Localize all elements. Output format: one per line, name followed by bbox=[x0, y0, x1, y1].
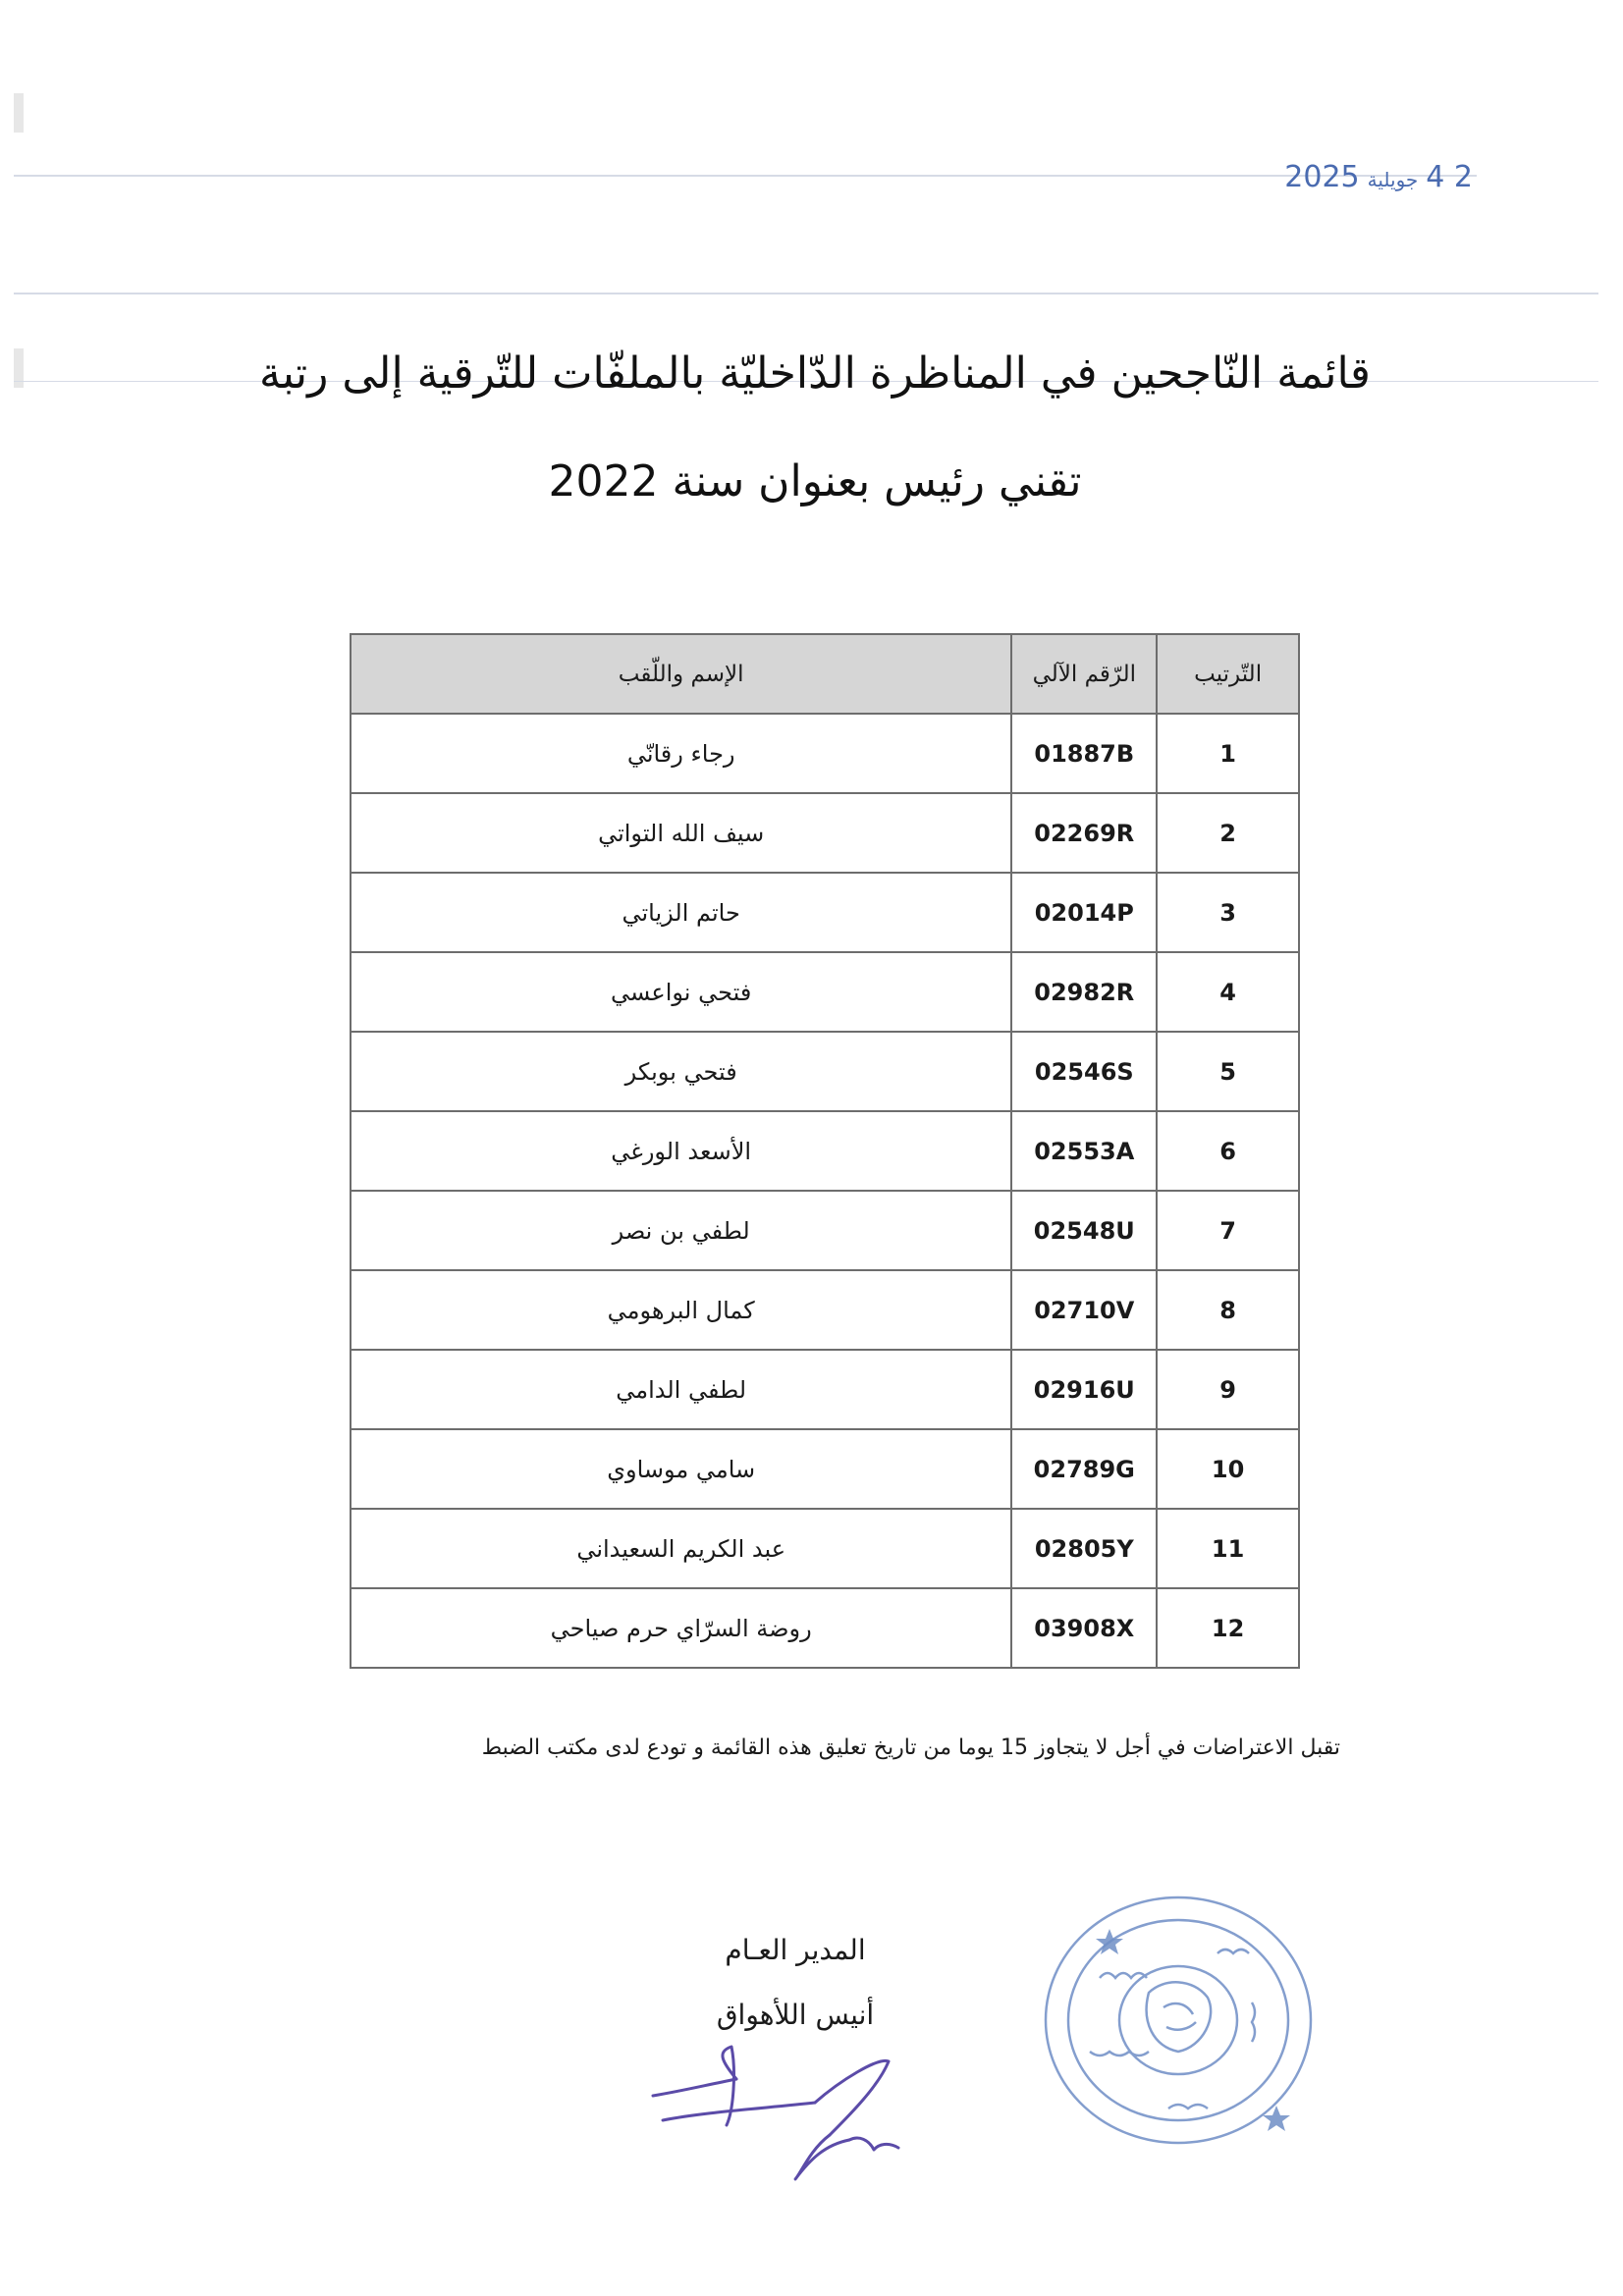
code-cell: 02546S bbox=[1011, 1032, 1157, 1111]
header-code: الرّقم الآلي bbox=[1011, 634, 1157, 714]
code-cell: 02548U bbox=[1011, 1191, 1157, 1270]
rank-cell: 2 bbox=[1157, 793, 1299, 873]
page-title: قائمة النّاجحين في المناظرة الدّاخليّة بالملفّات للتّرقية إلى رتبة bbox=[259, 348, 1371, 399]
scan-mark bbox=[14, 348, 24, 388]
rank-cell: 1 bbox=[1157, 714, 1299, 793]
name-cell: حاتم الزياتي bbox=[351, 873, 1011, 952]
rank-cell: 5 bbox=[1157, 1032, 1299, 1111]
rank-cell: 4 bbox=[1157, 952, 1299, 1032]
code-cell: 02789G bbox=[1011, 1429, 1157, 1509]
rank-cell: 8 bbox=[1157, 1270, 1299, 1350]
scan-mark bbox=[14, 93, 24, 133]
name-cell: لطفي الدامي bbox=[351, 1350, 1011, 1429]
page-subtitle: تقني رئيس بعنوان سنة 2022 bbox=[548, 456, 1082, 507]
rank-cell: 10 bbox=[1157, 1429, 1299, 1509]
signatory-name: أنيس اللأهواق bbox=[716, 1999, 875, 2031]
signatory-title: المدير العـام bbox=[725, 1934, 866, 1966]
name-cell: الأسعد الورغي bbox=[351, 1111, 1011, 1191]
name-cell: سامي موساوي bbox=[351, 1429, 1011, 1509]
code-cell: 02805Y bbox=[1011, 1509, 1157, 1588]
code-cell: 02982R bbox=[1011, 952, 1157, 1032]
name-cell: روضة السرّاي حرم صياحي bbox=[351, 1588, 1011, 1668]
rank-cell: 6 bbox=[1157, 1111, 1299, 1191]
table-header-row bbox=[351, 634, 1299, 714]
name-cell: سيف الله التواتي bbox=[351, 793, 1011, 873]
table-row bbox=[351, 873, 1299, 952]
rank-cell: 3 bbox=[1157, 873, 1299, 952]
code-cell: 02916U bbox=[1011, 1350, 1157, 1429]
name-cell: فتحي بوبكر bbox=[351, 1032, 1011, 1111]
name-cell: كمال البرهومي bbox=[351, 1270, 1011, 1350]
table-row bbox=[351, 952, 1299, 1032]
name-cell: لطفي بن نصر bbox=[351, 1191, 1011, 1270]
date-stamp bbox=[1247, 160, 1473, 194]
table-row bbox=[351, 1588, 1299, 1668]
code-cell: 02014P bbox=[1011, 873, 1157, 952]
code-cell: 03908X bbox=[1011, 1588, 1157, 1668]
rank-cell: 11 bbox=[1157, 1509, 1299, 1588]
date-month: جويلية bbox=[1367, 168, 1419, 191]
objection-note: تقبل الاعتراضات في أجل لا يتجاوز 15 يوما من تاريخ تعليق هذه القائمة و تودع لدى مكتب الضبط bbox=[481, 1735, 1340, 1760]
date-day: 2 4 bbox=[1426, 160, 1473, 194]
header-rank: التّرتيب bbox=[1157, 634, 1299, 714]
table-row bbox=[351, 1191, 1299, 1270]
header-name: الإسم واللّقب bbox=[351, 634, 1011, 714]
name-cell: فتحي نواعسي bbox=[351, 952, 1011, 1032]
table-row bbox=[351, 1429, 1299, 1509]
rank-cell: 7 bbox=[1157, 1191, 1299, 1270]
signature-icon bbox=[643, 2042, 938, 2184]
table-row bbox=[351, 1111, 1299, 1191]
table-row bbox=[351, 1350, 1299, 1429]
name-cell: رجاء رقانّي bbox=[351, 714, 1011, 793]
table-row bbox=[351, 1509, 1299, 1588]
separator-rule bbox=[14, 293, 1598, 294]
table-row bbox=[351, 714, 1299, 793]
official-seal-icon bbox=[1031, 1885, 1325, 2155]
table-row bbox=[351, 793, 1299, 873]
code-cell: 01887B bbox=[1011, 714, 1157, 793]
code-cell: 02553A bbox=[1011, 1111, 1157, 1191]
rank-cell: 9 bbox=[1157, 1350, 1299, 1429]
results-table bbox=[350, 633, 1300, 1669]
date-year: 2025 bbox=[1284, 160, 1360, 194]
name-cell: عبد الكريم السعيداني bbox=[351, 1509, 1011, 1588]
code-cell: 02710V bbox=[1011, 1270, 1157, 1350]
table-row bbox=[351, 1032, 1299, 1111]
table-row bbox=[351, 1270, 1299, 1350]
rank-cell: 12 bbox=[1157, 1588, 1299, 1668]
code-cell: 02269R bbox=[1011, 793, 1157, 873]
